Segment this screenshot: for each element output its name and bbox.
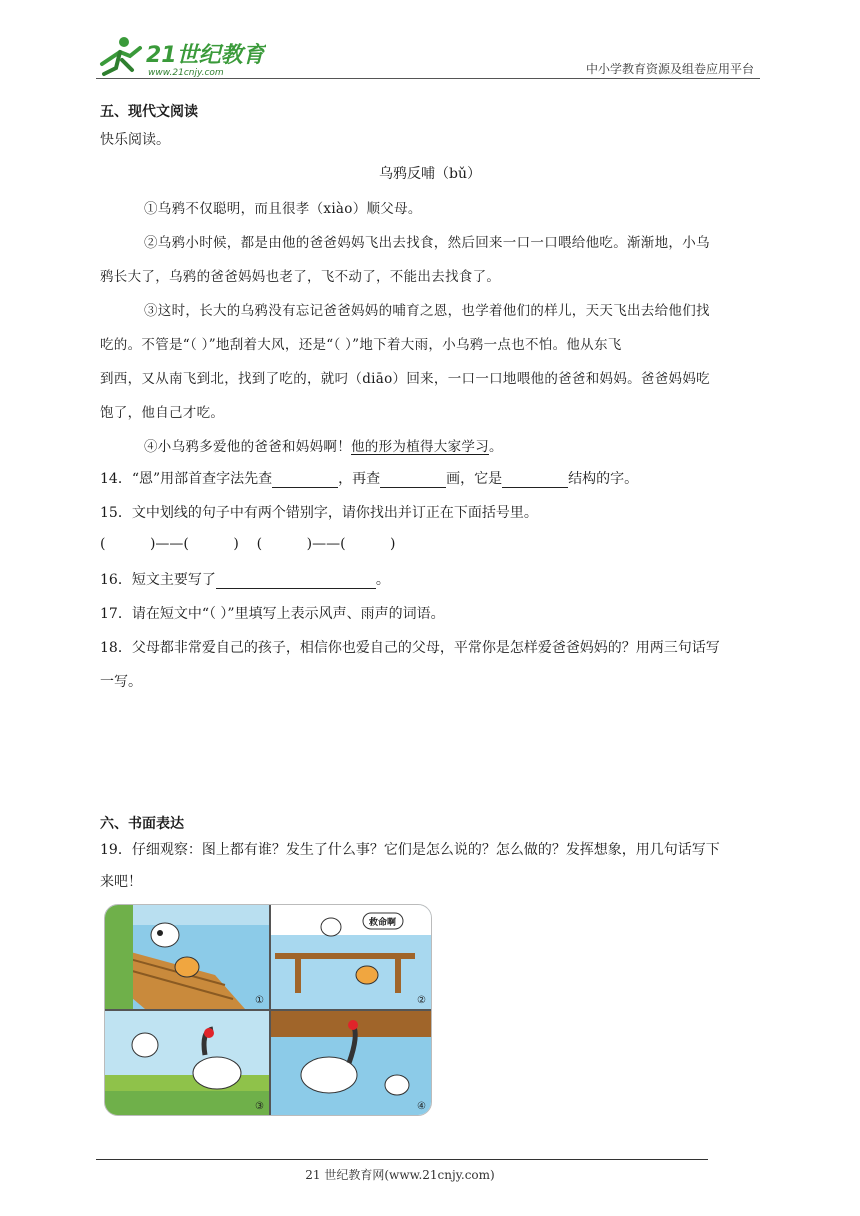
- q16-blank[interactable]: [216, 574, 376, 589]
- q14-blank-1[interactable]: [272, 473, 338, 488]
- section-heading-writing: 六、书面表达: [100, 816, 184, 832]
- q14-text-d: 结构的字。: [568, 471, 639, 487]
- runner-icon: [102, 37, 140, 74]
- passage-p3-line3: 到西，又从南飞到北，找到了吃的，就叼（diāo）回来，一口一口地喂他的爸爸和妈妈。爸爸妈妈吃: [100, 371, 710, 387]
- q16-end: 。: [375, 572, 390, 588]
- comic-panel-3: [105, 1011, 269, 1115]
- passage-p3-line2: 吃的。不管是“（ ）”地刮着大风，还是“（ ）”地下着大雨，小乌鸦一点也不怕。他从东飞: [100, 337, 622, 353]
- q16-text: 16．短文主要写了: [100, 572, 216, 588]
- question-18-line1: 18．父母都非常爱自己的孩子，相信你也爱自己的父母，平常你是怎样爱爸爸妈妈的？用两三句话写: [100, 640, 720, 656]
- panel-number-2: ②: [417, 995, 426, 1006]
- passage-title: 乌鸦反哺（bǔ）: [379, 166, 481, 182]
- speech-bubble: 救命啊: [369, 918, 397, 928]
- q14-text-a: 14．“恩”用部首查字法先查: [100, 471, 273, 487]
- footer-text: 21 世纪教育网(www.21cnjy.com): [305, 1168, 495, 1182]
- comic-illustration: [104, 904, 432, 1116]
- q14-text-b: ，再查: [338, 471, 381, 487]
- passage-p4-end: 。: [489, 439, 503, 455]
- q15-answer-brackets[interactable]: ( )——( ) ( )——( ): [100, 536, 396, 552]
- passage-p2-line1: ②乌鸦小时候，都是由他的爸爸妈妈飞出去找食，然后回来一口一口喂给他吃。渐渐地，小乌: [144, 235, 710, 251]
- question-19-line1: 19．仔细观察：图上都有谁？发生了什么事？它们是怎么说的？怎么做的？发挥想象，用几句话写下: [100, 842, 720, 858]
- footer-divider: [96, 1159, 708, 1160]
- logo-text: 21世纪教育: [146, 43, 265, 68]
- question-14: [100, 468, 638, 488]
- passage-p4-text: ④小乌鸦多爱他的爸爸和妈妈啊！: [144, 439, 351, 455]
- passage-p4: [144, 435, 503, 455]
- reading-intro: 快乐阅读。: [100, 132, 170, 148]
- q14-blank-3[interactable]: [502, 473, 568, 488]
- panel-number-4: ④: [417, 1101, 426, 1112]
- site-logo: [96, 34, 266, 80]
- comic-panel-4: [271, 1011, 431, 1115]
- underlined-sentence: 他的形为植得大家学习: [351, 439, 489, 455]
- passage-p1: ①乌鸦不仅聪明，而且很孝（xiào）顺父母。: [144, 201, 422, 217]
- question-15: 15．文中划线的句子中有两个错别字，请你找出并订正在下面括号里。: [100, 505, 538, 521]
- q14-blank-2[interactable]: [380, 473, 446, 488]
- panel-number-1: ①: [255, 995, 264, 1006]
- question-19-line2: 来吧！: [100, 874, 142, 890]
- question-18-line2: 一写。: [100, 674, 142, 690]
- question-16: [100, 569, 390, 589]
- logo-url: www.21cnjy.com: [148, 68, 224, 78]
- panel-number-3: ③: [255, 1101, 264, 1112]
- section-heading-reading: 五、现代文阅读: [100, 104, 198, 120]
- comic-panel-2: [271, 905, 431, 1009]
- passage-p3-line4: 饱了，他自己才吃。: [100, 405, 225, 421]
- header-divider: [96, 78, 760, 79]
- passage-p2-line2: 鸦长大了，乌鸦的爸爸妈妈也老了，飞不动了，不能出去找食了。: [100, 269, 501, 285]
- comic-panel-1: [105, 905, 269, 1009]
- passage-p3-line1: ③这时，长大的乌鸦没有忘记爸爸妈妈的哺育之恩，也学着他们的样儿，天天飞出去给他们找: [144, 303, 710, 319]
- q14-text-c: 画，它是: [446, 471, 503, 487]
- question-17: 17．请在短文中“（ ）”里填写上表示风声、雨声的词语。: [100, 606, 445, 622]
- platform-name: 中小学教育资源及组卷应用平台: [585, 62, 754, 76]
